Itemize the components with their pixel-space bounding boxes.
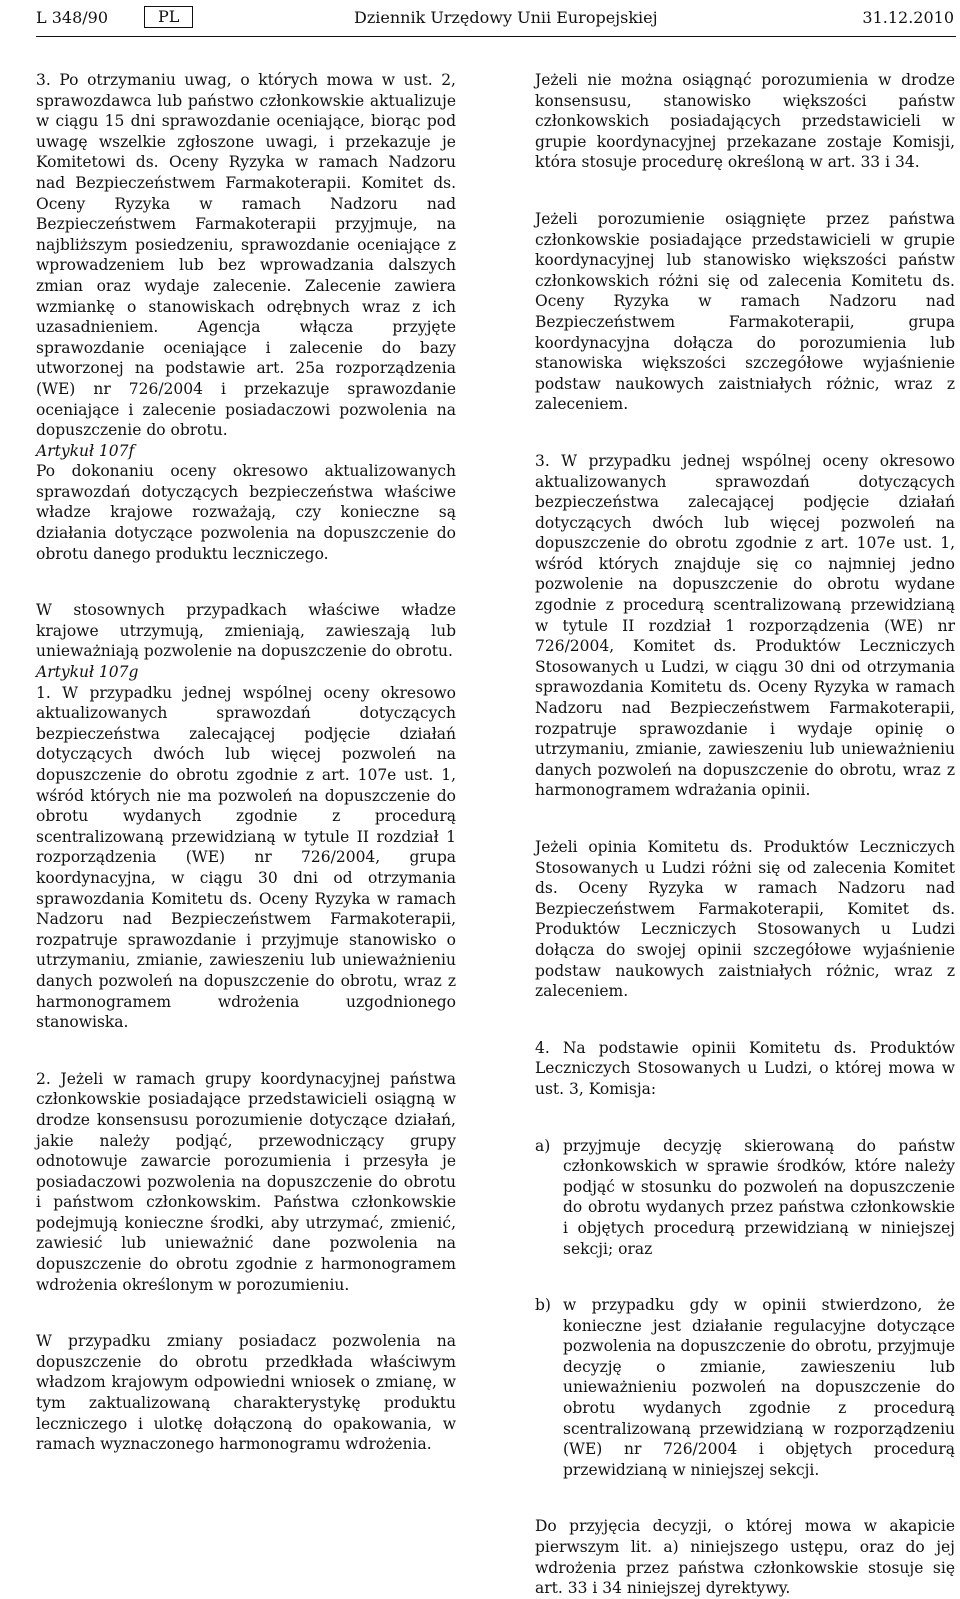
list-item-b-text: w przypadku gdy w opinii stwierdzono, że konieczne jest działanie regulacyjne dotyczące pozwolenia na dopuszczenie do obrotu, przyjmuje decyzję o zmianie, zawieszeniu lub unieważnieniu pozwoleń na dopuszczenie do obrotu wydanych zgodnie z procedurą scentralizowaną przewidzianą w rozporządzeniu (WE) nr 726/2004 i objętych procedurą przewidzianą w niniejszej sekcji.: [563, 1296, 955, 1479]
paragraph-3-single-assessment: 3. W przypadku jednej wspólnej oceny okresowo aktualizowanych sprawozdań dotyczących bezpieczeństwa zalecającej podjęcie działań dotyczących dwóch lub więcej pozwoleń na dopuszczenie do obrotu zgodnie z art. 107e ust. 1, wśród których znajduje się co najmniej jedno pozwolenie na dopuszczenie do obrotu wydane zgodnie z procedurą scentralizowaną przewidzianą w tytule II rozdział 1 rozporządzenia (WE) nr 726/2004, Komitet ds. Produktów Leczniczych Stosowanych u Ludzi, w ciągu 30 dni od otrzymania sprawozdania Komitetu ds. Oceny Ryzyka w ramach Nadzoru nad Bezpieczeństwem Farmakoterapii, rozpatruje sprawozdanie i wydaje opinię o utrzymaniu, zmianie, zawieszeniu lub unieważnieniu danych pozwoleń na dopuszczenie do obrotu, wraz z harmonogramem wdrażania opinii.: [535, 451, 955, 800]
journal-title: Dziennik Urzędowy Unii Europejskiej: [354, 8, 658, 27]
paragraph-opinion-differs: Jeżeli opinia Komitetu ds. Produktów Leczniczych Stosowanych u Ludzi różni się od zalecenia Komitet ds. Oceny Ryzyka w ramach Nadzoru nad Bezpieczeństwem Farmakoterapii, Komitet ds. Produktów Leczniczych Stosowanych u Ludzi dołącza do swojej opinii szczegółowe wyjaśnienie podstaw naukowych zaistniałych różnic, wraz z zaleceniem.: [535, 838, 955, 1001]
list-item-b-label: b): [535, 1296, 551, 1315]
article-107g-paragraph-2: 2. Jeżeli w ramach grupy koordynacyjnej państwa członkowskie posiadające przedstawicieli osiągną w drodze konsensusu porozumienie dotyczące działań, jakie należy podjąć, przewodniczący grupy odnotowuje zawarcie porozumienia i przesyła je posiadaczowi pozwolenia na dopuszczenie do obrotu i państwom członkowskim. Państwa członkowskie podejmują konieczne środki, aby utrzymać, zmienić, zawiesić lub unieważnić dane pozwolenia na dopuszczenie do obrotu zgodnie z harmonogramem wdrożenia określonym w porozumieniu.: [36, 1069, 456, 1294]
article-107g-paragraph-2b: W przypadku zmiany posiadacz pozwolenia na dopuszczenie do obrotu przedkłada właściwym władzom krajowym odpowiedni wniosek o zmianę, w tym zaktualizowaną charakterystykę produktu leczniczego i ulotkę dołączoną do opakowania, w ramach wyznaczonego harmonogramu wdrożenia.: [36, 1332, 456, 1454]
list-item-a-label: a): [535, 1136, 551, 1155]
article-107f-paragraph-2: W stosownych przypadkach właściwe władze krajowe utrzymują, zmieniają, zawieszają lub unieważniają pozwolenie na dopuszczenie do obrotu.: [36, 601, 456, 661]
paragraph-4-commission: 4. Na podstawie opinii Komitetu ds. Produktów Leczniczych Stosowanych u Ludzi, o której mowa w ust. 3, Komisja:: [535, 1038, 955, 1098]
paragraph-consensus: Jeżeli nie można osiągnąć porozumienia w drodze konsensusu, stanowisko większości państw członkowskich posiadających przedstawicieli w grupie koordynacyjnej przekazane zostaje Komisji, która stosuje procedurę określoną w art. 33 i 34.: [535, 71, 955, 172]
page-reference: L 348/90: [36, 8, 108, 27]
publication-date: 31.12.2010: [862, 8, 954, 27]
list-item-b: [535, 1295, 955, 1480]
paragraph-3: 3. Po otrzymaniu uwag, o których mowa w ust. 2, sprawozdawca lub państwo członkowskie aktualizuje w ciągu 15 dni sprawozdanie oceniające, biorąc pod uwagę wszelkie zgłoszone uwagi, i przekazuje je Komitetowi ds. Oceny Ryzyka w ramach Nadzoru nad Bezpieczeństwem Farmakoterapii. Komitet ds. Oceny Ryzyka w ramach Nadzoru nad Bezpieczeństwem Farmakoterapii przyjmuje, na najbliższym posiedzeniu, sprawozdanie oceniające z wprowadzeniem lub bez wprowadzania dalszych zmian oraz wydaje zalecenie. Zalecenie zawiera wzmiankę o stanowiskach odrębnych wraz z ich uzasadnieniem. Agencja włącza przyjęte sprawozdanie oceniające i zalecenie do bazy utworzonej na podstawie art. 25a rozporządzenia (WE) nr 726/2004 i przekazuje sprawozdanie oceniające i zalecenie posiadaczowi pozwolenia na dopuszczenie do obrotu.: [36, 71, 456, 440]
left-column: [36, 70, 456, 1455]
article-107g-heading: Artykuł 107g: [36, 663, 139, 682]
list-item-a-text: przyjmuje decyzję skierowaną do państw członkowskich w sprawie środków, które należy podjąć w stosunku do pozwoleń na dopuszczenie do obrotu wydanych przez państwa członkowskie i objętych procedurą przewidzianą w niniejszej sekcji; oraz: [563, 1136, 955, 1258]
paragraph-decision: Do przyjęcia decyzji, o której mowa w akapicie pierwszym lit. a) niniejszego ustępu, oraz do jej wdrożenia przez państwa członkowskie stosuje się art. 33 i 34 niniejszej dyrektywy.: [535, 1517, 955, 1598]
article-107f-heading: Artykuł 107f: [36, 441, 135, 460]
paragraph-agreement: Jeżeli porozumienie osiągnięte przez państwa członkowskie posiadające przedstawicieli w grupie koordynacyjnej lub stanowisko większości państw członkowskich różni się od zalecenia Komitetu ds. Oceny Ryzyka w ramach Nadzoru nad Bezpieczeństwem Farmakoterapii, grupa koordynacyjna dołącza do porozumienia lub stanowiska większości szczegółowe wyjaśnienie podstaw naukowych zaistniałych różnic, wraz z zaleceniem.: [535, 209, 955, 414]
list-item-a: [535, 1136, 955, 1260]
right-column: [535, 70, 955, 1599]
article-107f-paragraph-1: Po dokonaniu oceny okresowo aktualizowanych sprawozdań dotyczących bezpieczeństwa właściwe władze krajowe rozważają, czy konieczne są działania dotyczące pozwolenia na dopuszczenie do obrotu danego produktu leczniczego.: [36, 462, 456, 563]
page-header: [36, 8, 956, 30]
language-badge: PL: [144, 6, 193, 28]
article-107g-paragraph-1: 1. W przypadku jednej wspólnej oceny okresowo aktualizowanych sprawozdań dotyczących bezpieczeństwa zalecającej podjęcie działań dotyczących dwóch lub więcej pozwoleń na dopuszczenie do obrotu zgodnie z art. 107e ust. 1, wśród których nie ma pozwoleń na dopuszczenie do obrotu wydanych zgodnie z procedurą scentralizowaną przewidzianą w tytule II rozdział 1 rozporządzenia (WE) nr 726/2004, grupa koordynacyjna, w ciągu 30 dni od otrzymania sprawozdania Komitetu ds. Oceny Ryzyka w ramach Nadzoru nad Bezpieczeństwem Farmakoterapii, rozpatruje sprawozdanie i przyjmuje stanowisko o utrzymaniu, zmianie, zawieszeniu lub unieważnieniu danych pozwoleń na dopuszczenie do obrotu, wraz z harmonogramem wdrożenia uzgodnionego stanowiska.: [36, 683, 456, 1032]
header-divider: [36, 36, 956, 37]
